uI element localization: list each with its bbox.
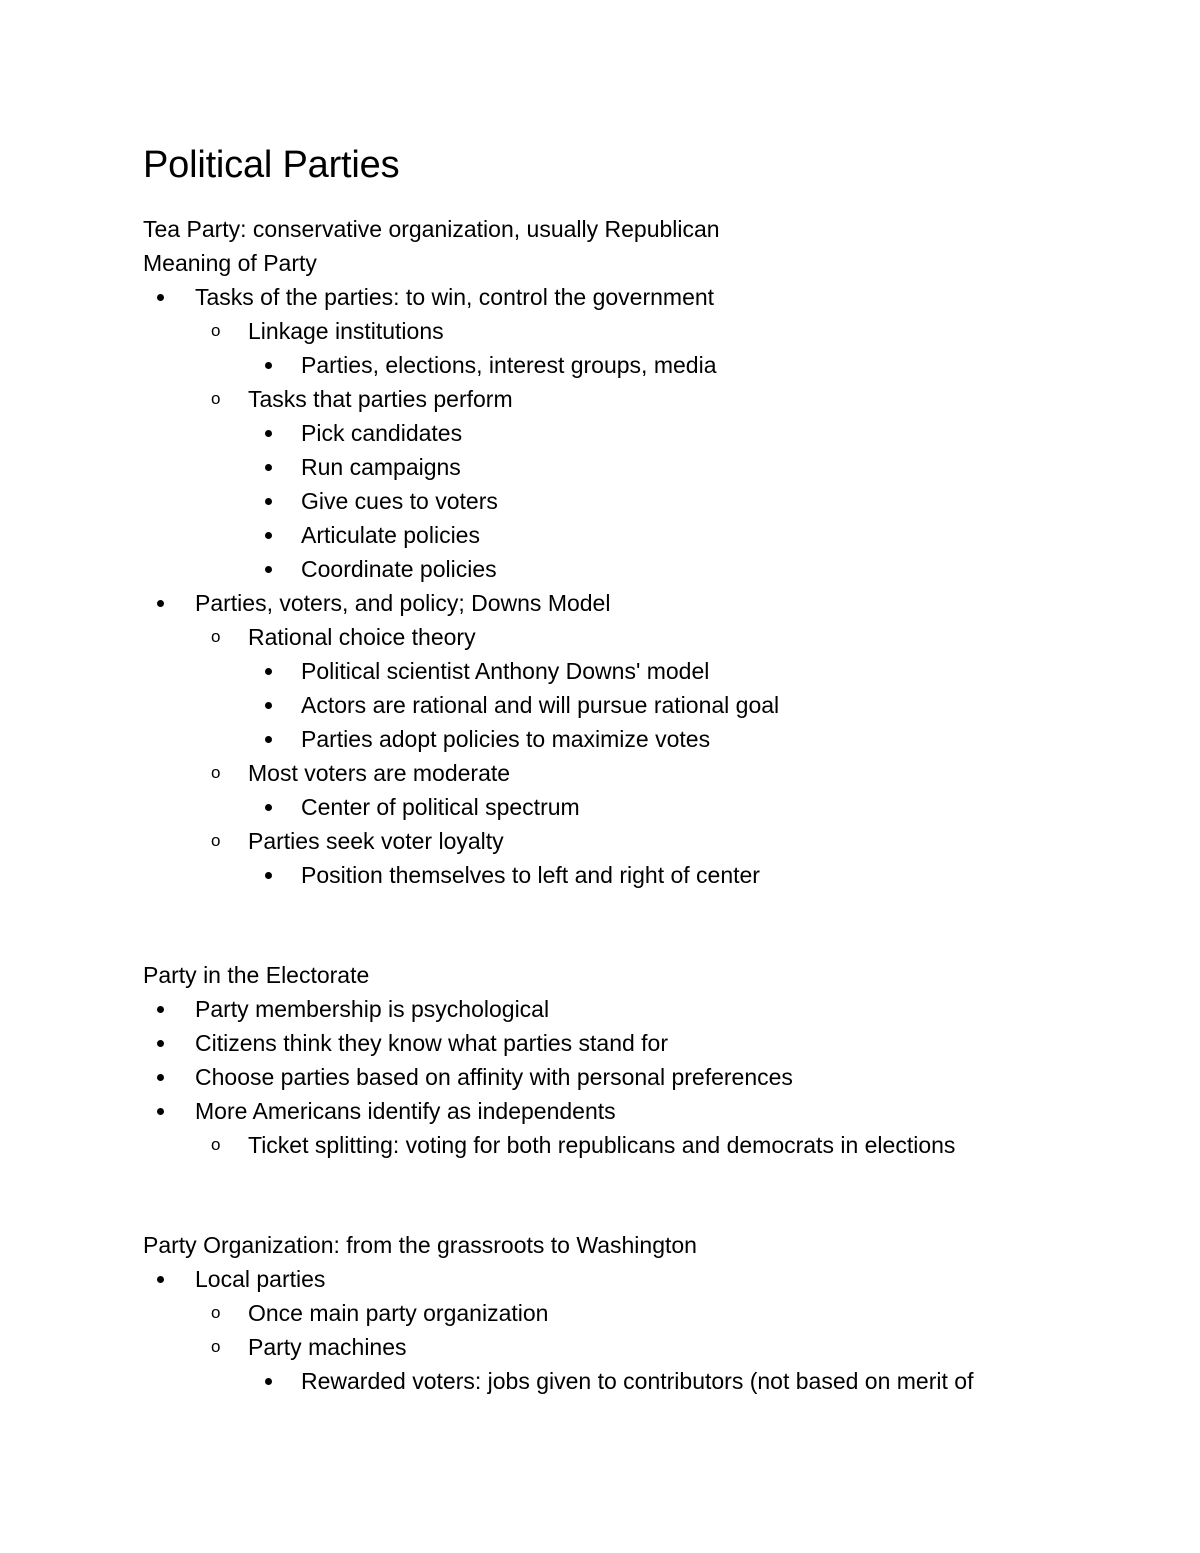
bullet-dot-icon [265, 484, 272, 518]
section-heading-meaning: Meaning of Party [143, 250, 317, 276]
bullet-dot-icon [265, 790, 272, 824]
bullet-dot-icon [265, 450, 272, 484]
list-item: o Most voters are moderate [143, 756, 1143, 790]
bullet-dot-icon [265, 1364, 272, 1398]
list-item: Rewarded voters: jobs given to contributors (not based on merit of [143, 1364, 1143, 1398]
bullet-dot-icon [265, 348, 272, 382]
list-item: Pick candidates [143, 416, 1143, 450]
list-item: Political scientist Anthony Downs' model [143, 654, 1143, 688]
bullet-dot-icon [157, 1026, 164, 1060]
list-item: Run campaigns [143, 450, 1143, 484]
bullet-circle-icon: o [211, 763, 221, 782]
bullet-dot-icon [157, 586, 164, 620]
bullet-dot-icon [265, 416, 272, 450]
bullet-circle-icon: o [211, 831, 221, 850]
bullet-dot-icon [157, 280, 164, 314]
list-item: Tasks of the parties: to win, control the government [143, 280, 1143, 314]
bullet-dot-icon [157, 992, 164, 1026]
bullet-circle-icon: o [211, 321, 221, 340]
list-item: Party membership is psychological [143, 992, 1143, 1026]
list-item: Articulate policies [143, 518, 1143, 552]
list-item: o Ticket splitting: voting for both republicans and democrats in elections [143, 1128, 1143, 1162]
list-item: Give cues to voters [143, 484, 1143, 518]
list-item: Parties, elections, interest groups, media [143, 348, 1143, 382]
bullet-circle-icon: o [211, 627, 221, 646]
list-item: Local parties [143, 1262, 1143, 1296]
list-item: Actors are rational and will pursue rational goal [143, 688, 1143, 722]
list-item: o Rational choice theory [143, 620, 1143, 654]
spacer [143, 892, 1143, 958]
list-item: o Tasks that parties perform [143, 382, 1143, 416]
list-item: o Once main party organization [143, 1296, 1143, 1330]
list-item: Coordinate policies [143, 552, 1143, 586]
list-item: Position themselves to left and right of center [143, 858, 1143, 892]
spacer [143, 1162, 1143, 1228]
list-item: o Party machines [143, 1330, 1143, 1364]
bullet-dot-icon [265, 654, 272, 688]
bullet-circle-icon: o [211, 389, 221, 408]
list-item: Parties, voters, and policy; Downs Model [143, 586, 1143, 620]
list-item: o Linkage institutions [143, 314, 1143, 348]
document-page [143, 138, 1143, 1398]
intro-line: Tea Party: conservative organization, usually Republican [143, 216, 720, 242]
bullet-dot-icon [157, 1060, 164, 1094]
section-heading-electorate: Party in the Electorate [143, 962, 370, 988]
bullet-dot-icon [265, 858, 272, 892]
list-item: Citizens think they know what parties stand for [143, 1026, 1143, 1060]
bullet-dot-icon [265, 688, 272, 722]
section-heading-organization: Party Organization: from the grassroots to Washington [143, 1232, 697, 1258]
document-title: Political Parties [143, 144, 400, 186]
list-item: Choose parties based on affinity with personal preferences [143, 1060, 1143, 1094]
bullet-dot-icon [157, 1094, 164, 1128]
list-item: o Parties seek voter loyalty [143, 824, 1143, 858]
list-item: More Americans identify as independents [143, 1094, 1143, 1128]
bullet-dot-icon [265, 722, 272, 756]
bullet-dot-icon [157, 1262, 164, 1296]
list-item: Parties adopt policies to maximize votes [143, 722, 1143, 756]
bullet-dot-icon [265, 518, 272, 552]
bullet-circle-icon: o [211, 1135, 221, 1154]
bullet-circle-icon: o [211, 1337, 221, 1356]
bullet-dot-icon [265, 552, 272, 586]
bullet-circle-icon: o [211, 1303, 221, 1322]
list-item: Center of political spectrum [143, 790, 1143, 824]
